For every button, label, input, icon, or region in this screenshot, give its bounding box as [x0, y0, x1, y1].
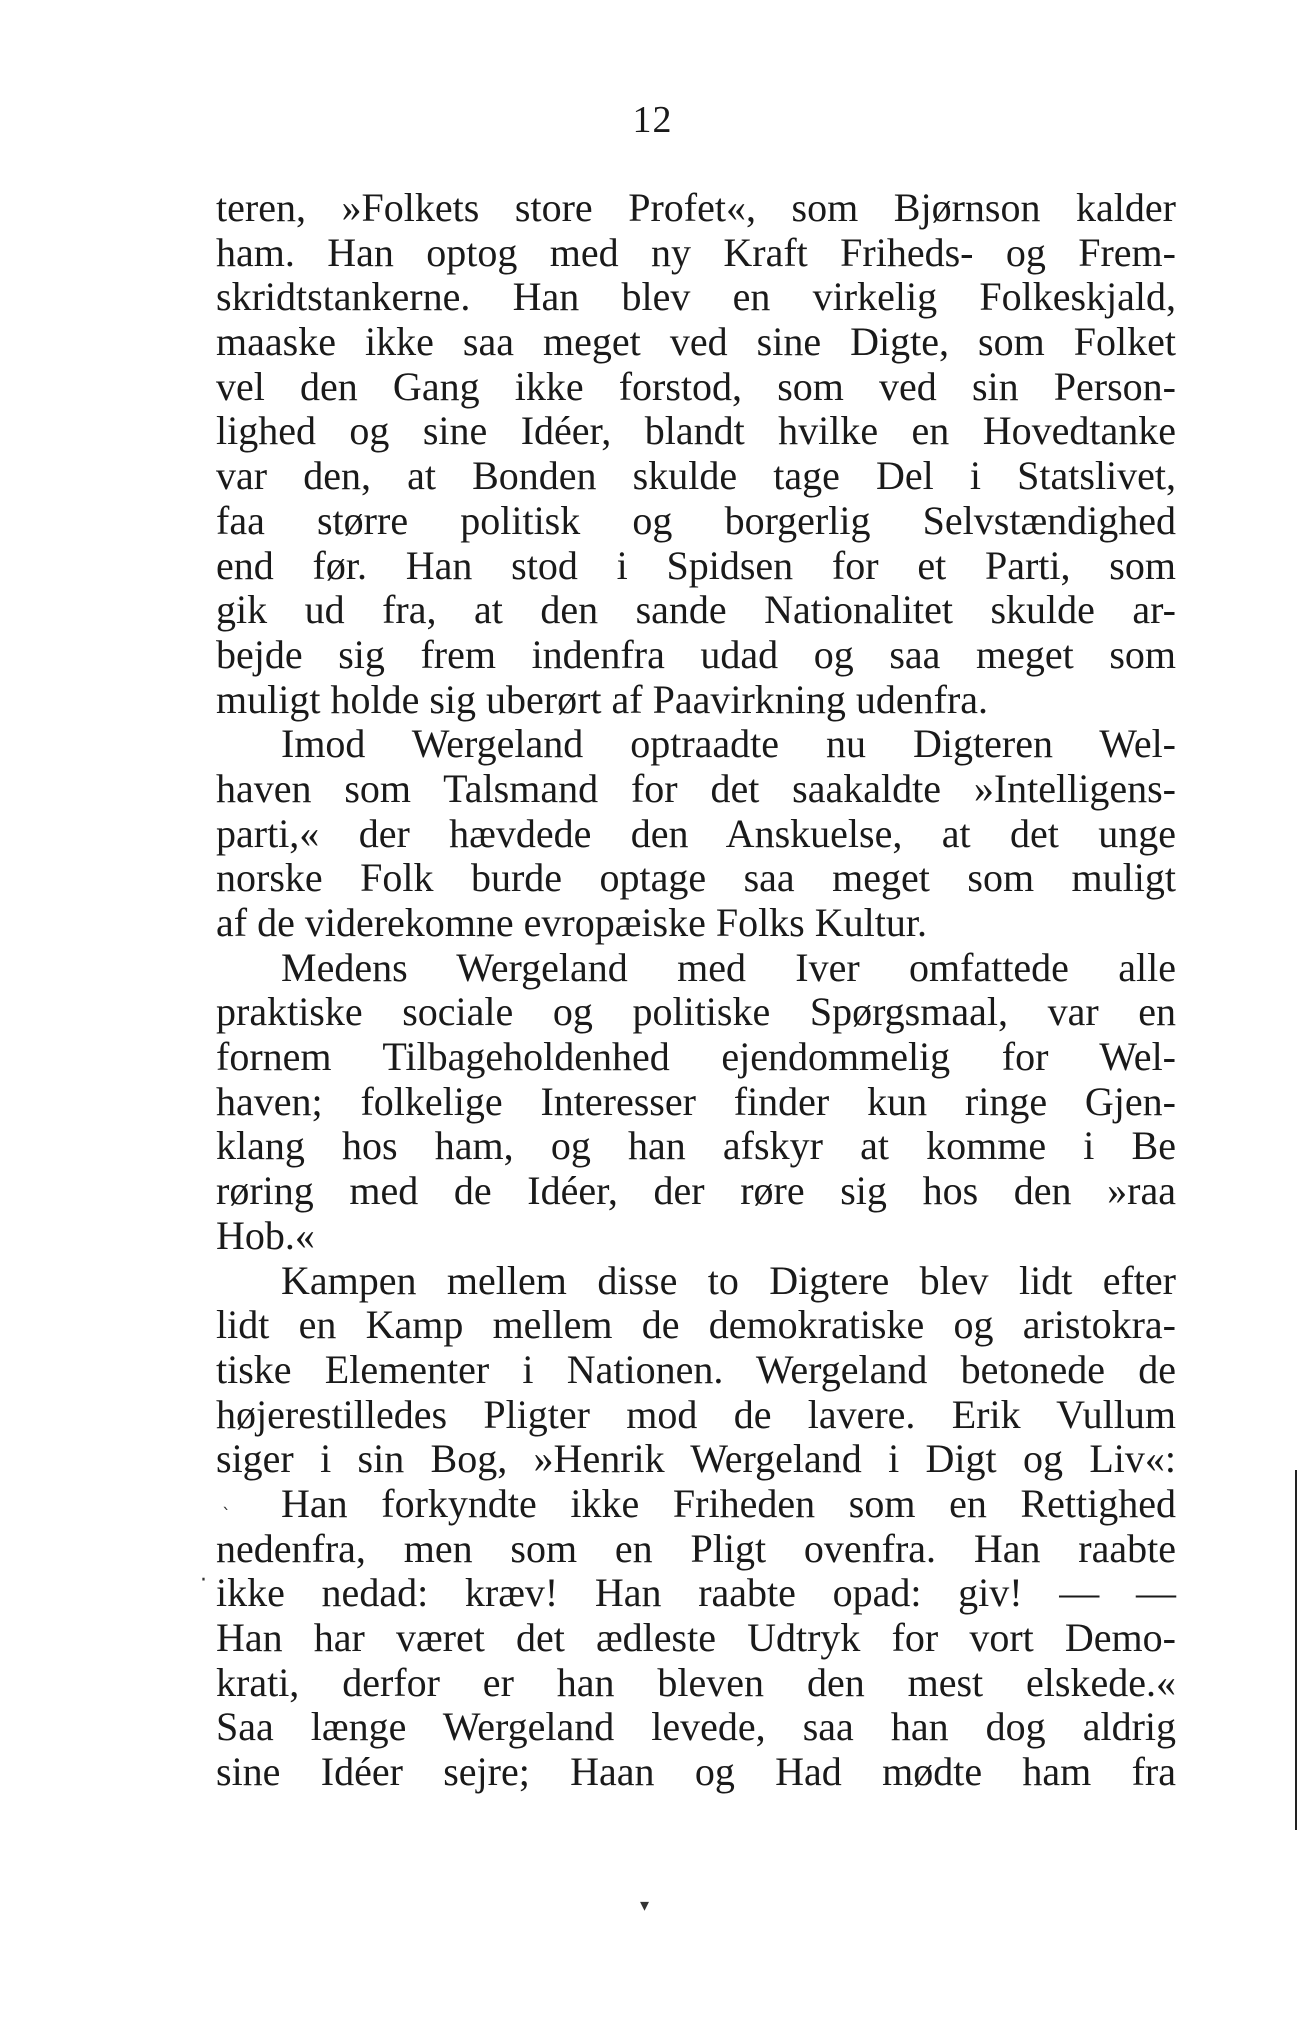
bottom-speck-mark: ▾: [640, 1895, 650, 1916]
text-line: haven som Talsmand for det saakaldte »Intelligens-: [216, 765, 1176, 811]
text-line: faa større politisk og borgerlig Selvstændighed: [216, 497, 1176, 543]
margin-tick-mark: ˎ: [222, 1490, 231, 1511]
text-line: Hob.«: [216, 1212, 315, 1258]
text-line: gik ud fra, at den sande Nationalitet skulde ar-: [216, 587, 1176, 633]
text-line: Kampen mellem disse to Digtere blev lidt efter: [281, 1257, 1176, 1303]
text-line: Saa længe Wergeland levede, saa han dog aldrig: [216, 1704, 1176, 1750]
text-line: haven; folkelige Interesser finder kun ringe Gjen-: [216, 1078, 1176, 1124]
text-line: lidt en Kamp mellem de demokratiske og aristokra-: [216, 1302, 1176, 1348]
text-line: nedenfra, men som en Pligt ovenfra. Han raabte: [216, 1525, 1176, 1571]
text-line: lighed og sine Idéer, blandt hvilke en Hovedtanke: [216, 408, 1176, 454]
text-line: klang hos ham, og han afskyr at komme i Be: [216, 1123, 1176, 1169]
text-line: røring med de Idéer, der røre sig hos den »raa: [216, 1168, 1176, 1214]
text-line: norske Folk burde optage saa meget som muligt: [216, 855, 1176, 901]
text-line: fornem Tilbageholdenhed ejendommelig for Wel-: [216, 1034, 1176, 1080]
body-text: [216, 186, 1176, 1795]
text-line: maaske ikke saa meget ved sine Digte, som Folket: [216, 319, 1176, 365]
text-line: bejde sig frem indenfra udad og saa meget som: [216, 631, 1176, 677]
text-line: ikke nedad: kræv! Han raabte opad: giv! — —: [216, 1570, 1176, 1616]
text-line: vel den Gang ikke forstod, som ved sin Person-: [216, 363, 1176, 409]
text-line: var den, at Bonden skulde tage Del i Statslivet,: [216, 453, 1176, 499]
text-line: end før. Han stod i Spidsen for et Parti, som: [216, 542, 1176, 588]
text-line: parti,« der hævdede den Anskuelse, at det unge: [216, 810, 1176, 856]
page-number: 12: [632, 99, 673, 141]
text-line: Han forkyndte ikke Friheden som en Rettighed: [281, 1480, 1176, 1526]
text-line: sine Idéer sejre; Haan og Had mødte ham fra: [216, 1749, 1176, 1795]
text-line: Han har været det ædleste Udtryk for vort Demo-: [216, 1615, 1176, 1660]
text-line: tiske Elementer i Nationen. Wergeland betonede de: [216, 1346, 1176, 1392]
text-line: krati, derfor er han bleven den mest elskede.«: [216, 1659, 1176, 1705]
text-line: muligt holde sig uberørt af Paavirkning udenfra.: [216, 676, 989, 722]
text-line: Imod Wergeland optraadte nu Digteren Wel-: [281, 721, 1176, 767]
text-line: ham. Han optog med ny Kraft Friheds- og Frem-: [216, 229, 1176, 275]
text-line: praktiske sociale og politiske Spørgsmaal, var en: [216, 989, 1176, 1035]
text-line: højerestilledes Pligter mod de lavere. Erik Vullum: [216, 1391, 1176, 1437]
text-line: Medens Wergeland med Iver omfattede alle: [281, 944, 1176, 990]
margin-dot-mark: ·: [200, 1568, 207, 1593]
text-line: siger i sin Bog, »Henrik Wergeland i Digt og Liv«:: [216, 1436, 1176, 1482]
text-line: teren, »Folkets store Profet«, som Bjørnson kalder: [216, 185, 1176, 230]
text-line: skridtstankerne. Han blev en virkelig Folkeskjald,: [216, 274, 1176, 320]
text-line: af de viderekomne evropæiske Folks Kultur.: [216, 900, 927, 945]
page-edge-rule: [1295, 1470, 1297, 1830]
